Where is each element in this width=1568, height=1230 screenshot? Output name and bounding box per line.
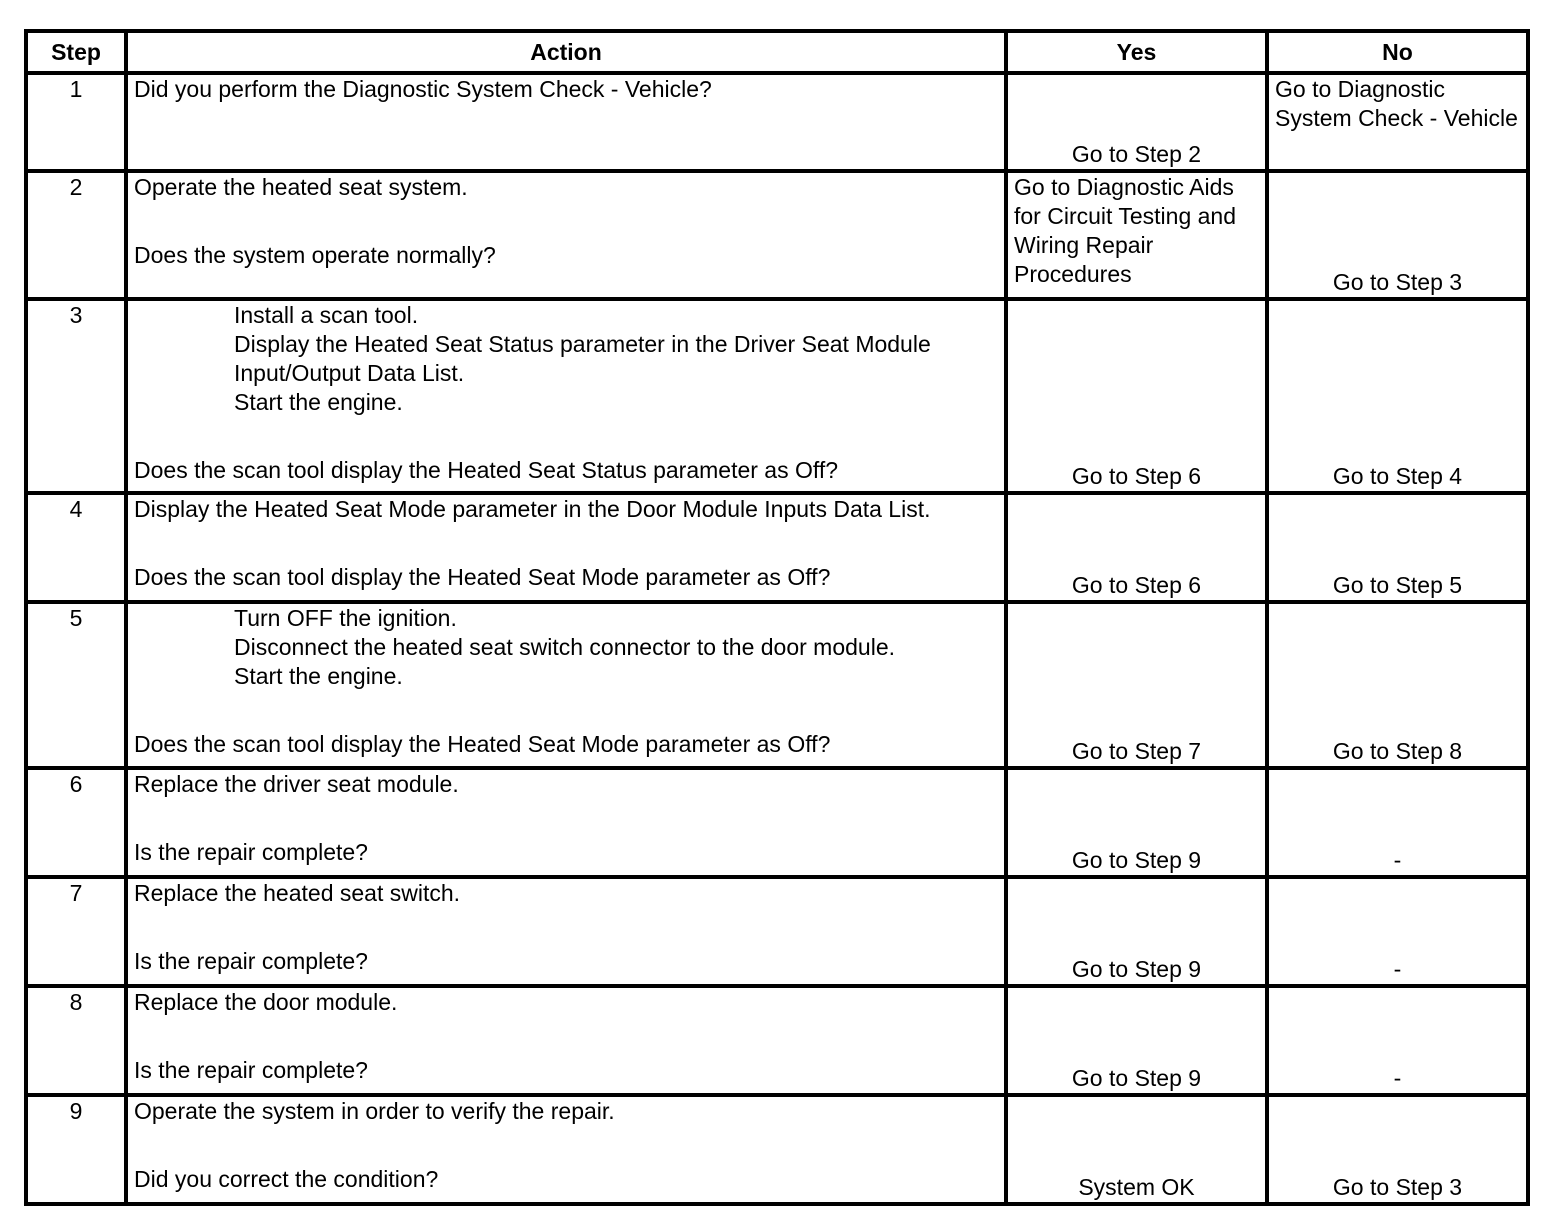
yes-cell <box>1006 299 1267 493</box>
action-cell <box>126 299 1006 493</box>
action-line: Replace the door module. <box>134 989 398 1015</box>
header-row <box>26 31 1528 73</box>
action-line: Replace the driver seat module. <box>134 771 459 797</box>
yes-cell <box>1006 493 1267 602</box>
table-row <box>26 1095 1528 1204</box>
table-body <box>26 73 1528 1204</box>
action-cell <box>126 171 1006 299</box>
action-cell <box>126 73 1006 171</box>
table-row <box>26 986 1528 1095</box>
no-bottom-text: - <box>1393 956 1402 982</box>
action-cell <box>126 602 1006 768</box>
no-cell <box>1267 986 1528 1095</box>
no-cell <box>1267 768 1528 877</box>
yes-cell <box>1006 1095 1267 1204</box>
no-cell <box>1267 171 1528 299</box>
no-bottom-text: Go to Step 4 <box>1332 463 1463 489</box>
action-line: Operate the heated seat system. <box>134 174 468 200</box>
action-cell <box>126 1095 1006 1204</box>
action-line: Start the engine. <box>234 663 403 689</box>
action-question: Did you correct the condition? <box>134 1166 439 1192</box>
no-bottom-text: Go to Step 3 <box>1332 269 1463 295</box>
yes-cell <box>1006 73 1267 171</box>
yes-bottom-text: Go to Step 2 <box>1071 141 1202 167</box>
action-line: Display the Heated Seat Status parameter in the Driver Seat Module Input/Output Data List. <box>234 331 931 386</box>
action-question: Does the scan tool display the Heated Seat Mode parameter as Off? <box>134 564 831 590</box>
yes-top-text: Go to Diagnostic Aids for Circuit Testing and Wiring Repair Procedures <box>1014 174 1237 287</box>
action-line: Start the engine. <box>234 389 403 415</box>
table-row <box>26 877 1528 986</box>
no-bottom-text: - <box>1393 847 1402 873</box>
no-cell <box>1267 877 1528 986</box>
yes-cell <box>1006 986 1267 1095</box>
action-cell <box>126 493 1006 602</box>
step-number: 1 <box>26 73 126 171</box>
step-number: 9 <box>26 1095 126 1204</box>
no-bottom-text: Go to Step 8 <box>1332 738 1463 764</box>
step-number: 8 <box>26 986 126 1095</box>
table-row <box>26 602 1528 768</box>
action-line: Display the Heated Seat Mode parameter in the Door Module Inputs Data List. <box>134 496 931 522</box>
table-row <box>26 299 1528 493</box>
table-row <box>26 171 1528 299</box>
no-cell <box>1267 73 1528 171</box>
header-step: Step <box>26 31 126 73</box>
yes-bottom-text: Go to Step 6 <box>1071 572 1202 598</box>
yes-cell <box>1006 877 1267 986</box>
step-number: 6 <box>26 768 126 877</box>
action-line: Disconnect the heated seat switch connector to the door module. <box>234 634 896 660</box>
action-cell <box>126 768 1006 877</box>
action-line: Turn OFF the ignition. <box>234 605 457 631</box>
no-bottom-text: Go to Step 5 <box>1332 572 1463 598</box>
no-bottom-text: Go to Step 3 <box>1332 1174 1463 1200</box>
yes-bottom-text: Go to Step 9 <box>1071 1065 1202 1091</box>
action-cell <box>126 986 1006 1095</box>
action-line: Did you perform the Diagnostic System Check - Vehicle? <box>134 76 712 102</box>
action-question: Does the system operate normally? <box>134 242 496 268</box>
action-line: Install a scan tool. <box>234 302 419 328</box>
step-number: 2 <box>26 171 126 299</box>
action-question: Is the repair complete? <box>134 1057 368 1083</box>
no-cell <box>1267 602 1528 768</box>
step-number: 4 <box>26 493 126 602</box>
action-question: Is the repair complete? <box>134 839 368 865</box>
table-row <box>26 73 1528 171</box>
step-number: 5 <box>26 602 126 768</box>
action-question: Does the scan tool display the Heated Seat Status parameter as Off? <box>134 457 839 483</box>
yes-bottom-text: Go to Step 6 <box>1071 463 1202 489</box>
action-question: Is the repair complete? <box>134 948 368 974</box>
yes-cell <box>1006 171 1267 299</box>
action-line: Operate the system in order to verify the repair. <box>134 1098 615 1124</box>
header-yes: Yes <box>1006 31 1267 73</box>
yes-bottom-text: System OK <box>1078 1174 1195 1200</box>
yes-bottom-text: Go to Step 9 <box>1071 956 1202 982</box>
no-cell <box>1267 1095 1528 1204</box>
header-no: No <box>1267 31 1528 73</box>
yes-cell <box>1006 768 1267 877</box>
no-top-text: Go to Diagnostic System Check - Vehicle <box>1275 76 1518 131</box>
action-cell <box>126 877 1006 986</box>
no-cell <box>1267 299 1528 493</box>
step-number: 7 <box>26 877 126 986</box>
action-question: Does the scan tool display the Heated Seat Mode parameter as Off? <box>134 731 831 757</box>
yes-cell <box>1006 602 1267 768</box>
table-row <box>26 768 1528 877</box>
table-row <box>26 493 1528 602</box>
step-number: 3 <box>26 299 126 493</box>
yes-bottom-text: Go to Step 7 <box>1071 738 1202 764</box>
header-action: Action <box>126 31 1006 73</box>
action-line: Replace the heated seat switch. <box>134 880 461 906</box>
yes-bottom-text: Go to Step 9 <box>1071 847 1202 873</box>
no-bottom-text: - <box>1393 1065 1402 1091</box>
no-cell <box>1267 493 1528 602</box>
diagnostic-table <box>24 29 1530 1206</box>
